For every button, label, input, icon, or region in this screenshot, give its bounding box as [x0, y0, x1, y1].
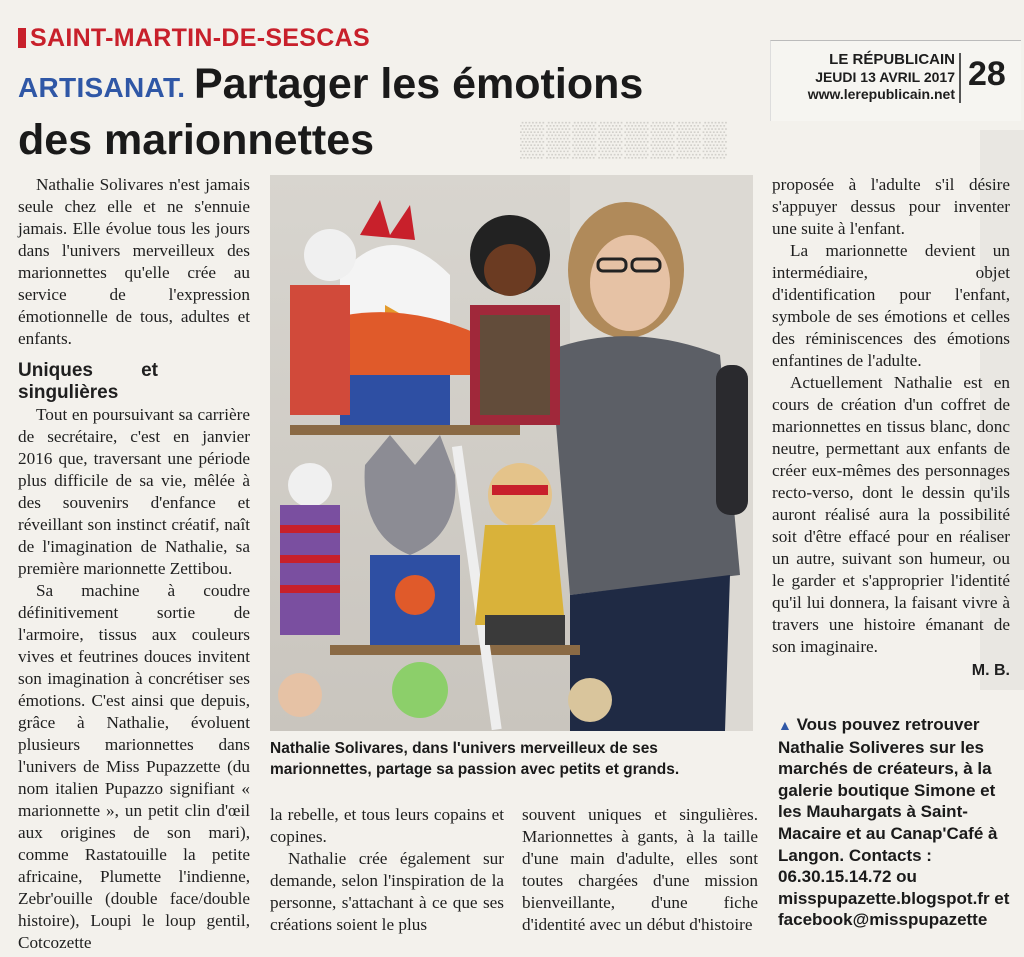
locality-heading: SAINT-MARTIN-DE-SESCAS	[30, 24, 370, 52]
bleed-through-text: ▒▒▒▒▒▒▒▒	[520, 120, 729, 158]
photo-puppets-and-artist	[270, 175, 753, 731]
article-column-4	[772, 174, 1010, 682]
article-paragraph: souvent uniques et singulières. Marionnettes à gants, à la taille d'une main d'adulte, elles sont toutes chargées d'une mission bienveillante, d'une fiche d'identité avec un début d'histoire	[522, 805, 758, 934]
article-paragraph: Nathalie Solivares n'est jamais seule chez elle et ne s'ennuie jamais. Elle évolue tous les jours dans l'univers merveilleux des marionnettes qu'elle crée au service de l'expression émotionnelle de tous, adultes et enfants.	[18, 175, 250, 348]
article-column-2	[270, 804, 504, 936]
newspaper-name: LE RÉPUBLICAIN	[829, 51, 955, 68]
locality-marker	[18, 28, 26, 48]
masthead-divider	[959, 53, 961, 103]
headline-kicker: ARTISANAT.	[18, 72, 186, 103]
author-signature: M. B.	[971, 662, 1010, 679]
photo-caption: Nathalie Solivares, dans l'univers merveilleux de ses marionnettes, partage sa passion avec petits et grands.	[270, 740, 680, 778]
headline-line-2: des marionnettes	[18, 116, 375, 164]
article-paragraph: Actuellement Nathalie est en cours de création d'un coffret de marionnettes en tissus blanc, donc neutre, permettant aux enfants de créer eux-mêmes des personnages recto-verso, dont le dessin qu'ils auront réalisé aura la possibilité soit d'être effacé pour en réaliser un autre, suivant son humeur, ou le garder et s'approprier l'identité qu'il lui donnera, la faisant vivre à travers une histoire émanant de son imaginaire.	[772, 373, 1010, 656]
article-paragraph: Nathalie crée également sur demande, selon l'inspiration de la personne, s'attachant à ce que ses créations soient le plus	[270, 849, 504, 934]
puppet-african-doll	[470, 215, 560, 425]
article-paragraph: la rebelle, et tous leurs copains et copines.	[270, 805, 504, 846]
triangle-bullet-icon: ▲	[778, 717, 792, 733]
article-column-3	[522, 804, 758, 936]
article-paragraph: Tout en poursuivant sa carrière de secrétaire, c'est en janvier 2016 que, traversant une période plus difficile de sa vie, mêlée à des souvenirs d'enfance et réveillant son instinct créatif, naît de l'imagination de Nathalie, sa première marionnette Zettibou.	[18, 405, 250, 578]
publication-date: JEUDI 13 AVRIL 2017	[815, 69, 955, 85]
headline-line-1: Partager les émotions	[194, 60, 644, 108]
headline	[18, 56, 788, 168]
newspaper-website: www.lerepublicain.net	[807, 86, 955, 102]
info-box-text: Vous pouvez retrouver Nathalie Soliveres sur les marchés de créateurs, à la galerie boutique Simone et les Mauhargats à Saint-Macaire et au Canap'Café à Langon. Contacts : 06.30.15.14.72 ou misspupazette.blogspot.fr et facebook@misspupazette	[778, 715, 1010, 930]
puppet-superhero	[475, 463, 565, 645]
article-paragraph: La marionnette devient un intermédiaire, objet d'identification pour l'enfant, symbole de ses émotions et celles des réminiscences des émotions enfantines de l'adulte.	[772, 241, 1010, 370]
article-paragraph: proposée à l'adulte s'il désire s'appuyer dessus pour inventer une suite à l'enfant.	[772, 175, 1010, 238]
masthead	[770, 40, 1021, 121]
page-number: 28	[968, 55, 1006, 93]
article-subheading: Uniques et singulières	[18, 360, 158, 403]
article-photo	[270, 175, 753, 731]
info-box	[778, 714, 1014, 931]
puppet-zebra-doll	[280, 463, 340, 635]
article-paragraph: Sa machine à coudre définitivement sortie de l'armoire, tissus aux couleurs vives et feutrines douces invitent son imagination à concrétiser ses émotions. C'est ainsi que depuis, grâce à Nathalie, évoluent plusieurs marionnettes dans l'univers de Miss Pupazzette (du nom italien Pupazzo signifiant « marionnette », un petit clin d'œil aux origines de son mari), comme Rastatouille la petite africaine, Plumette l'indienne, Zebr'ouille (double face/double histoire), Loupi le loup gentil, Cotcozette	[18, 581, 250, 952]
article-column-1	[18, 174, 250, 954]
